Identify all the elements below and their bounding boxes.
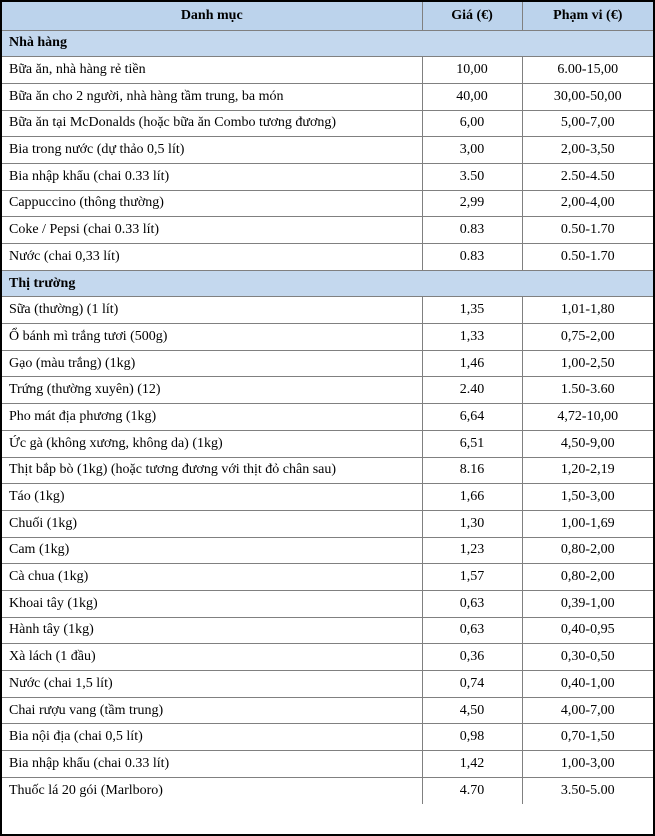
price-cell: 0,74 [422, 671, 522, 698]
price-cell: 3.50 [422, 163, 522, 190]
table-row [2, 377, 653, 404]
table-row [2, 404, 653, 431]
price-cell: 8.16 [422, 457, 522, 484]
range-cell: 3.50-5.00 [522, 777, 653, 804]
table-row [2, 484, 653, 511]
section-title: Thị trường [2, 270, 653, 297]
table-row [2, 751, 653, 778]
item-name-cell: Bia nhập khẩu (chai 0.33 lít) [2, 751, 422, 778]
table-row [2, 537, 653, 564]
range-cell: 6.00-15,00 [522, 57, 653, 84]
item-name-cell: Xà lách (1 đầu) [2, 644, 422, 671]
price-cell: 2.40 [422, 377, 522, 404]
price-cell: 1,42 [422, 751, 522, 778]
price-cell: 6,00 [422, 110, 522, 137]
price-cell: 6,51 [422, 430, 522, 457]
range-cell: 0.50-1.70 [522, 217, 653, 244]
item-name-cell: Bia nội địa (chai 0,5 lít) [2, 724, 422, 751]
item-name-cell: Hành tây (1kg) [2, 617, 422, 644]
range-cell: 0,80-2,00 [522, 537, 653, 564]
table-row [2, 644, 653, 671]
table-row [2, 137, 653, 164]
table-row [2, 83, 653, 110]
item-name-cell: Bữa ăn tại McDonalds (hoặc bữa ăn Combo tương đương) [2, 110, 422, 137]
table-row [2, 510, 653, 537]
range-cell: 2,00-3,50 [522, 137, 653, 164]
price-cell: 1,33 [422, 324, 522, 351]
item-name-cell: Cam (1kg) [2, 537, 422, 564]
range-cell: 1,00-2,50 [522, 350, 653, 377]
price-cell: 1,35 [422, 297, 522, 324]
table-row [2, 590, 653, 617]
table-row [2, 350, 653, 377]
range-cell: 1,00-1,69 [522, 510, 653, 537]
item-name-cell: Chuối (1kg) [2, 510, 422, 537]
item-name-cell: Ức gà (không xương, không da) (1kg) [2, 430, 422, 457]
item-name-cell: Thịt bắp bò (1kg) (hoặc tương đương với thịt đỏ chân sau) [2, 457, 422, 484]
price-cell: 40,00 [422, 83, 522, 110]
range-cell: 1.50-3.60 [522, 377, 653, 404]
table-row [2, 671, 653, 698]
item-name-cell: Trứng (thường xuyên) (12) [2, 377, 422, 404]
price-cell: 0,98 [422, 724, 522, 751]
price-cell: 1,57 [422, 564, 522, 591]
price-cell: 0.83 [422, 217, 522, 244]
table-row [2, 617, 653, 644]
table-row [2, 697, 653, 724]
item-name-cell: Bia nhập khẩu (chai 0.33 lít) [2, 163, 422, 190]
table-row [2, 430, 653, 457]
price-cell: 0,36 [422, 644, 522, 671]
price-cell: 1,66 [422, 484, 522, 511]
item-name-cell: Khoai tây (1kg) [2, 590, 422, 617]
table-row [2, 163, 653, 190]
range-cell: 0,70-1,50 [522, 724, 653, 751]
price-cell: 6,64 [422, 404, 522, 431]
section-title: Nhà hàng [2, 30, 653, 57]
item-name-cell: Bữa ăn, nhà hàng rẻ tiền [2, 57, 422, 84]
range-cell: 4,72-10,00 [522, 404, 653, 431]
table-header-row [2, 2, 653, 30]
table-row [2, 324, 653, 351]
item-name-cell: Nước (chai 1,5 lít) [2, 671, 422, 698]
range-cell: 2.50-4.50 [522, 163, 653, 190]
price-cell: 10,00 [422, 57, 522, 84]
item-name-cell: Sữa (thường) (1 lít) [2, 297, 422, 324]
table-row [2, 297, 653, 324]
range-cell: 0,39-1,00 [522, 590, 653, 617]
price-cell: 0.83 [422, 244, 522, 271]
item-name-cell: Gạo (màu trắng) (1kg) [2, 350, 422, 377]
range-cell: 5,00-7,00 [522, 110, 653, 137]
range-cell: 1,50-3,00 [522, 484, 653, 511]
price-cell: 4.70 [422, 777, 522, 804]
table-row [2, 190, 653, 217]
column-header-range: Phạm vi (€) [522, 2, 653, 30]
item-name-cell: Ổ bánh mì trắng tươi (500g) [2, 324, 422, 351]
table-row [2, 457, 653, 484]
item-name-cell: Bữa ăn cho 2 người, nhà hàng tầm trung, ba món [2, 83, 422, 110]
range-cell: 0,80-2,00 [522, 564, 653, 591]
price-cell: 4,50 [422, 697, 522, 724]
section-header-row [2, 30, 653, 57]
range-cell: 30,00-50,00 [522, 83, 653, 110]
table-row [2, 724, 653, 751]
range-cell: 4,50-9,00 [522, 430, 653, 457]
item-name-cell: Pho mát địa phương (1kg) [2, 404, 422, 431]
item-name-cell: Bia trong nước (dự thảo 0,5 lít) [2, 137, 422, 164]
item-name-cell: Chai rượu vang (tầm trung) [2, 697, 422, 724]
range-cell: 0,75-2,00 [522, 324, 653, 351]
range-cell: 0,40-0,95 [522, 617, 653, 644]
table-body [2, 30, 653, 804]
range-cell: 1,20-2,19 [522, 457, 653, 484]
table-row [2, 777, 653, 804]
range-cell: 1,01-1,80 [522, 297, 653, 324]
section-header-row [2, 270, 653, 297]
price-cell: 2,99 [422, 190, 522, 217]
range-cell: 0,40-1,00 [522, 671, 653, 698]
range-cell: 0,30-0,50 [522, 644, 653, 671]
table-row [2, 57, 653, 84]
range-cell: 0.50-1.70 [522, 244, 653, 271]
item-name-cell: Cappuccino (thông thường) [2, 190, 422, 217]
price-cell: 1,46 [422, 350, 522, 377]
item-name-cell: Nước (chai 0,33 lít) [2, 244, 422, 271]
price-cell: 0,63 [422, 617, 522, 644]
item-name-cell: Táo (1kg) [2, 484, 422, 511]
range-cell: 1,00-3,00 [522, 751, 653, 778]
range-cell: 4,00-7,00 [522, 697, 653, 724]
item-name-cell: Coke / Pepsi (chai 0.33 lít) [2, 217, 422, 244]
column-header-category: Danh mục [2, 2, 422, 30]
item-name-cell: Thuốc lá 20 gói (Marlboro) [2, 777, 422, 804]
table-row [2, 217, 653, 244]
price-cell: 1,30 [422, 510, 522, 537]
price-cell: 0,63 [422, 590, 522, 617]
range-cell: 2,00-4,00 [522, 190, 653, 217]
item-name-cell: Cà chua (1kg) [2, 564, 422, 591]
table-row [2, 110, 653, 137]
price-cell: 3,00 [422, 137, 522, 164]
table-row [2, 564, 653, 591]
price-table [2, 2, 653, 804]
column-header-price: Giá (€) [422, 2, 522, 30]
table-row [2, 244, 653, 271]
price-cell: 1,23 [422, 537, 522, 564]
